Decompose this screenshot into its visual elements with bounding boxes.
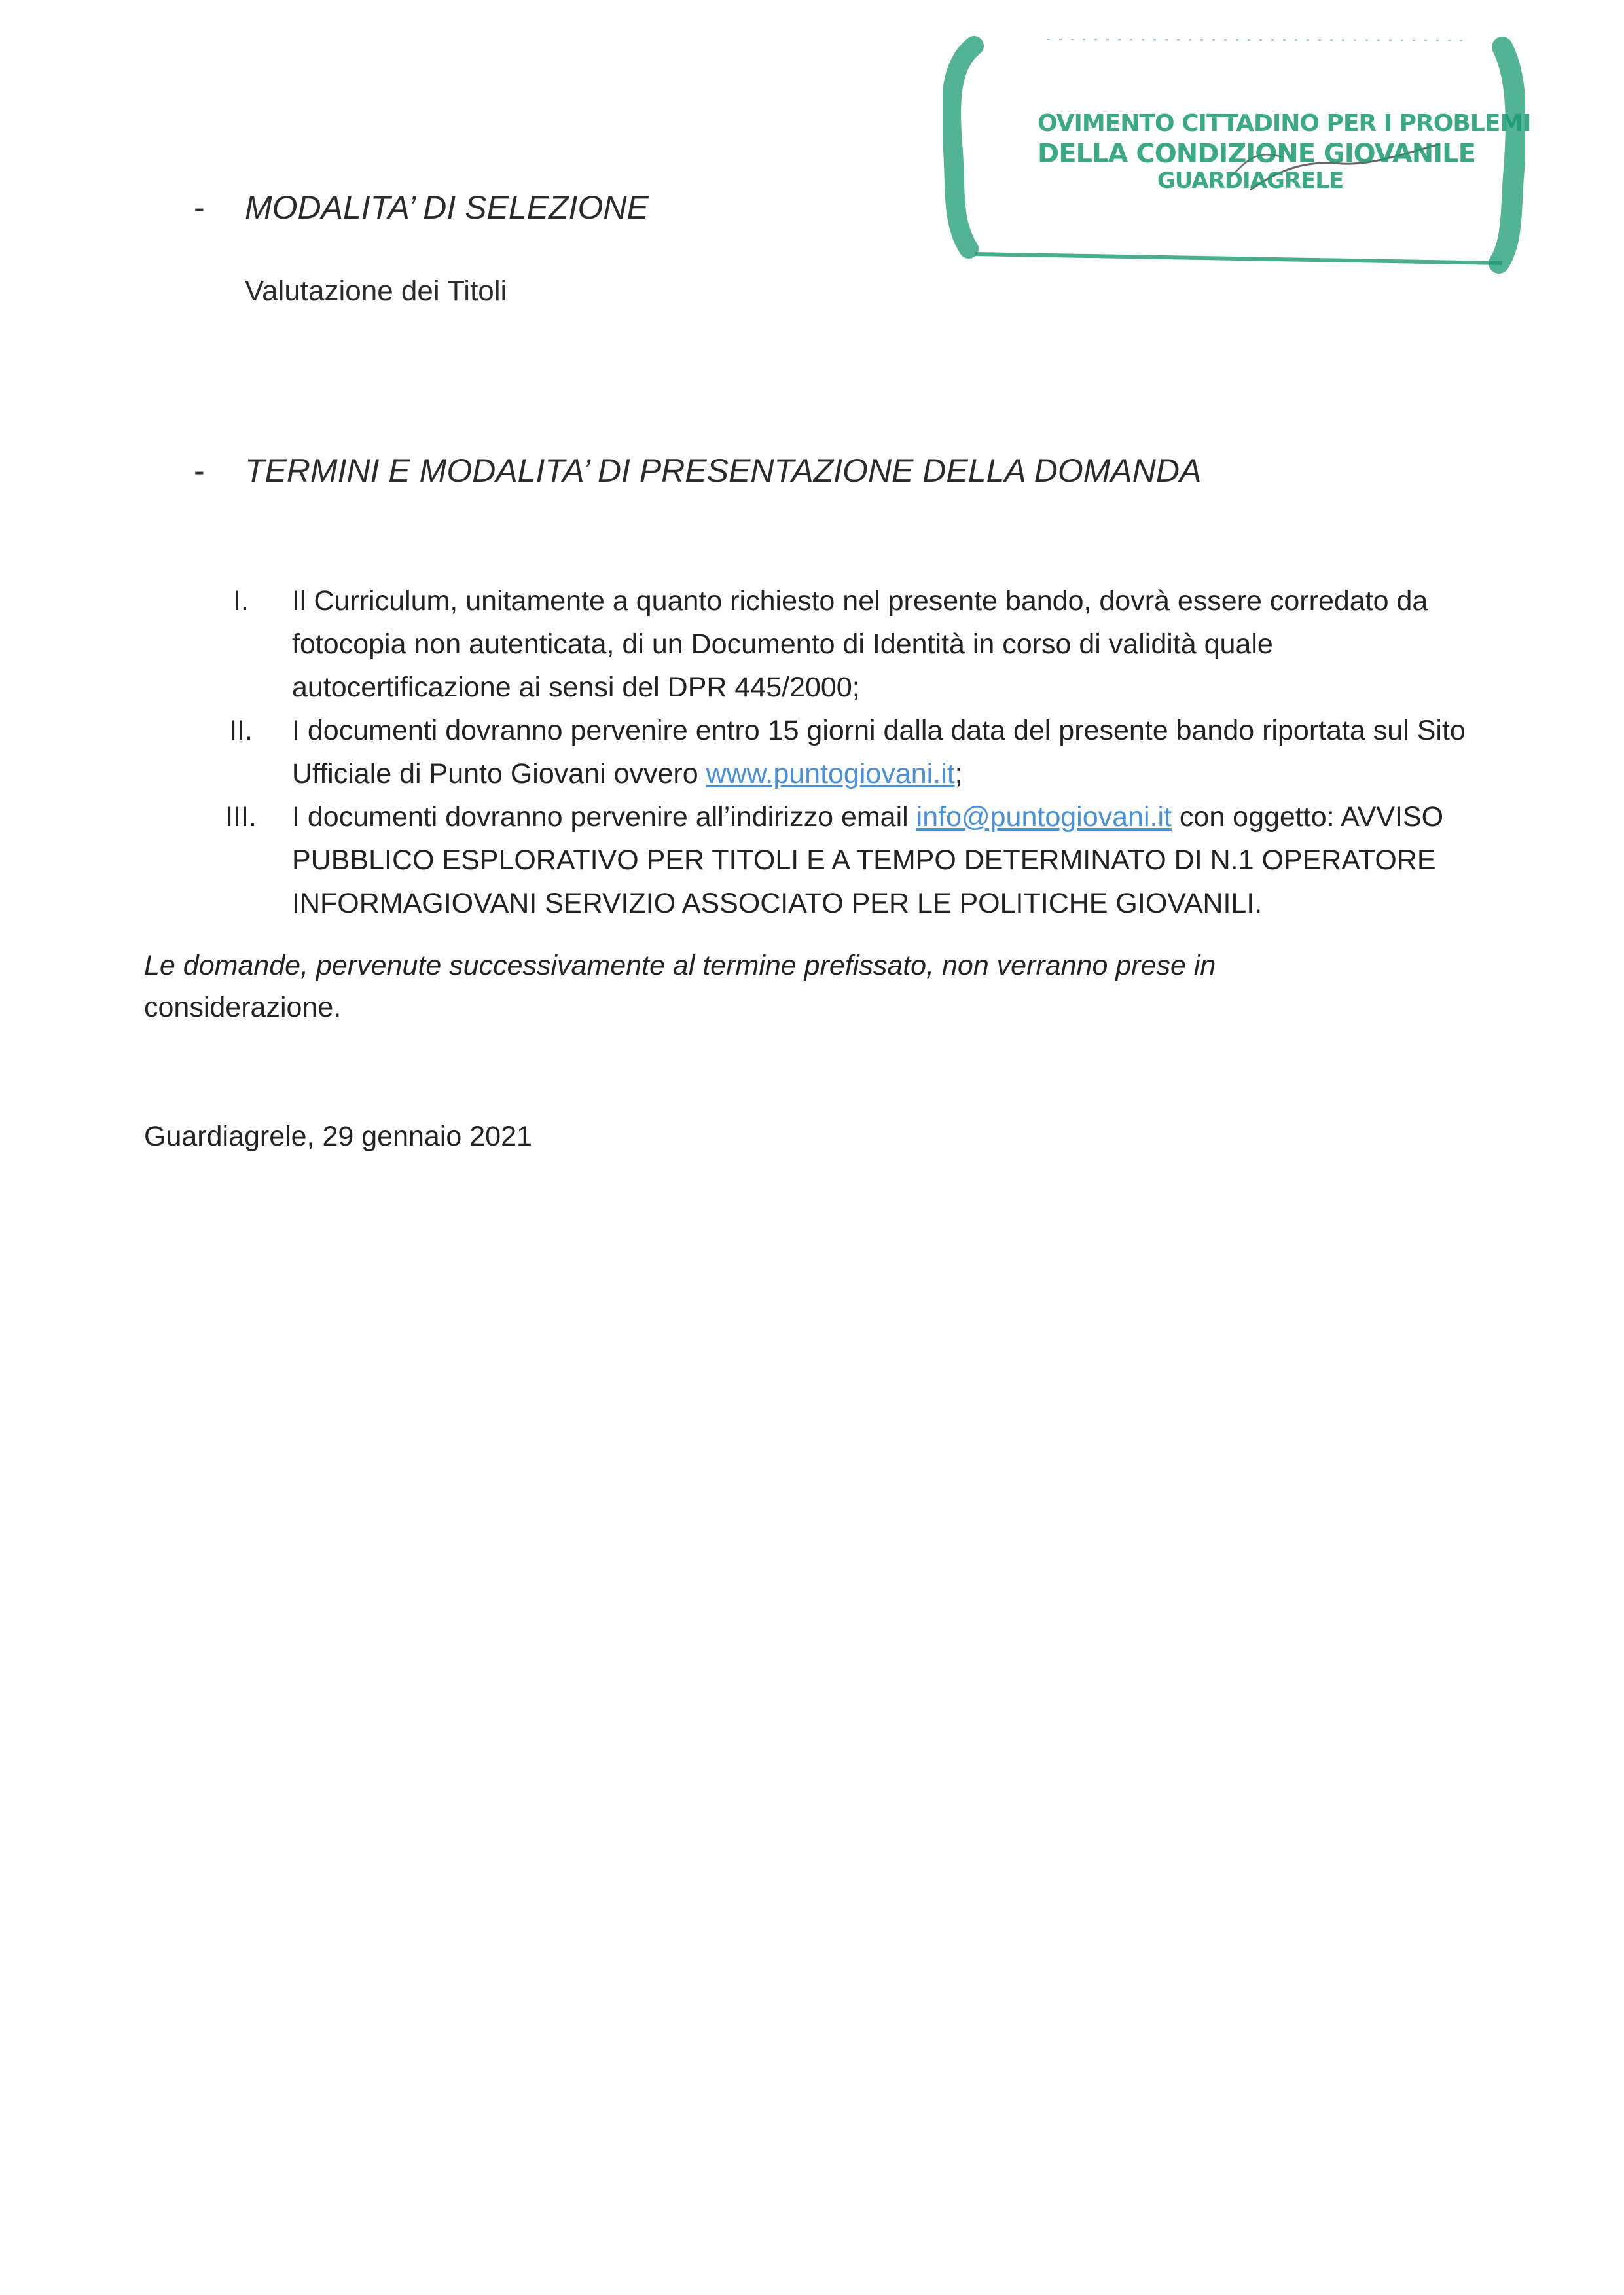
closing-italic-text: Le domande, pervenute successivamente al termine prefissato, non verranno prese in bbox=[144, 950, 1216, 981]
list-text-part: I documenti dovranno pervenire entro 15 giorni dalla data del presente bando riportata sul Sito Ufficiale di Punto Giovani ovvero bbox=[292, 715, 1466, 789]
heading-bullet: - bbox=[194, 452, 205, 489]
list-text: Il Curriculum, unitamente a quanto richiesto nel presente bando, dovrà essere corredato da fotocopia non autenticata, di un Documento di Identità in corso di validità quale autocertificazione ai sensi del DPR 445/2000; bbox=[292, 585, 1428, 703]
stamp-line-3: GUARDIAGRELE bbox=[1157, 168, 1344, 194]
closing-paragraph bbox=[144, 945, 1453, 1028]
website-link[interactable]: www.puntogiovani.it bbox=[706, 758, 955, 789]
stamp-line-1: OVIMENTO CITTADINO PER I PROBLEMI bbox=[1038, 110, 1531, 137]
terms-heading bbox=[194, 452, 1201, 490]
selection-body: Valutazione dei Titoli bbox=[245, 275, 507, 307]
stamp-line-2: DELLA CONDIZIONE GIOVANILE bbox=[1038, 139, 1475, 169]
list-text-part: ; bbox=[954, 758, 963, 789]
list-text bbox=[292, 709, 1486, 795]
email-link[interactable]: info@puntogiovani.it bbox=[916, 801, 1172, 833]
terms-title: TERMINI E MODALITA’ DI PRESENTAZIONE DELLA DOMANDA bbox=[245, 452, 1202, 489]
list-item bbox=[190, 795, 1486, 925]
list-item bbox=[190, 579, 1486, 709]
list-number: III. bbox=[225, 801, 257, 833]
closing-plain-text: considerazione. bbox=[144, 992, 342, 1023]
place-date: Guardiagrele, 29 gennaio 2021 bbox=[144, 1121, 532, 1152]
list-number: I. bbox=[233, 585, 249, 617]
list-number: II. bbox=[229, 715, 253, 746]
requirements-list bbox=[190, 579, 1486, 925]
selection-heading bbox=[194, 189, 649, 226]
list-text bbox=[292, 795, 1486, 925]
list-item bbox=[190, 709, 1486, 795]
list-text-part: con oggetto: AVVISO PUBBLICO ESPLORATIVO PER TITOLI E A TEMPO DETERMINATO DI N.1 OPERATORE INFORMAGIOVANI SERVIZIO ASSOCIATO PER LE POLITICHE GIOVANILI. bbox=[292, 801, 1444, 919]
heading-bullet: - bbox=[194, 189, 205, 226]
list-text-part: I documenti dovranno pervenire all’indirizzo email bbox=[292, 801, 916, 833]
selection-title: MODALITA’ DI SELEZIONE bbox=[245, 189, 649, 226]
